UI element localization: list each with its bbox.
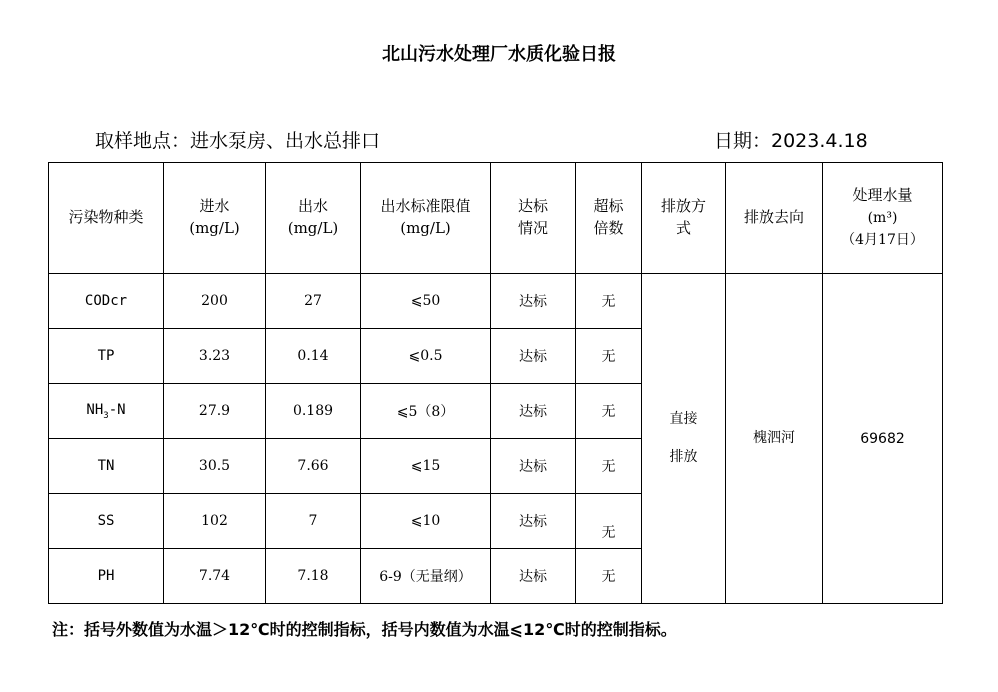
row-limit: ⩽10 (361, 494, 491, 549)
row-limit: ⩽0.5 (361, 329, 491, 384)
row-excess: 无 (576, 384, 642, 439)
row-excess: 无 (576, 494, 642, 549)
row-outflow: 7.66 (266, 439, 361, 494)
row-item: PH (49, 549, 164, 604)
row-excess: 无 (576, 439, 642, 494)
row-excess: 无 (576, 329, 642, 384)
row-excess: 无 (576, 549, 642, 604)
row-limit: 6-9（无量纲） (361, 549, 491, 604)
header-excess: 超标 倍数 (576, 163, 642, 274)
row-limit: ⩽15 (361, 439, 491, 494)
discharge-method-cell: 直接 排放 (642, 274, 726, 604)
header-discharge-dest: 排放去向 (726, 163, 823, 274)
row-status: 达标 (491, 439, 576, 494)
row-outflow: 27 (266, 274, 361, 329)
header-inflow: 进水 (mg/L) (164, 163, 266, 274)
header-limit: 出水标准限值 (mg/L) (361, 163, 491, 274)
row-inflow: 7.74 (164, 549, 266, 604)
row-item: $NH_3-N$ (49, 384, 164, 439)
row-inflow: 30.5 (164, 439, 266, 494)
row-outflow: 7.18 (266, 549, 361, 604)
row-status: 达标 (491, 329, 576, 384)
header-compliance: 达标 情况 (491, 163, 576, 274)
row-status: 达标 (491, 494, 576, 549)
header-volume: 处理水量 (m³) （4月17日） (823, 163, 943, 274)
header-pollutant: 污染物种类 (49, 163, 164, 274)
row-excess: 无 (576, 274, 642, 329)
row-limit: ⩽5（8） (361, 384, 491, 439)
discharge-dest-cell: 槐泗河 (726, 274, 823, 604)
row-outflow: 7 (266, 494, 361, 549)
water-quality-table (48, 162, 943, 604)
header-outflow: 出水 (mg/L) (266, 163, 361, 274)
report-title: 北山污水处理厂水质化验日报 (382, 44, 616, 65)
row-item: TP (49, 329, 164, 384)
row-inflow: 3.23 (164, 329, 266, 384)
row-inflow: 102 (164, 494, 266, 549)
treated-volume-cell: 69682 (823, 274, 943, 604)
row-status: 达标 (491, 384, 576, 439)
report-date: 日期：2023.4.18 (714, 130, 868, 152)
row-inflow: 27.9 (164, 384, 266, 439)
row-item: SS (49, 494, 164, 549)
table-row (49, 274, 943, 329)
row-status: 达标 (491, 274, 576, 329)
sampling-location: 取样地点：进水泵房、出水总排口 (95, 130, 381, 152)
footnote: 注：括号外数值为水温＞12℃时的控制指标，括号内数值为水温⩽12℃时的控制指标。 (52, 620, 677, 639)
row-item: CODcr (49, 274, 164, 329)
row-outflow: 0.189 (266, 384, 361, 439)
row-inflow: 200 (164, 274, 266, 329)
header-discharge-method: 排放方 式 (642, 163, 726, 274)
row-limit: ⩽50 (361, 274, 491, 329)
row-item: TN (49, 439, 164, 494)
row-status: 达标 (491, 549, 576, 604)
table-header-row (49, 163, 943, 274)
row-outflow: 0.14 (266, 329, 361, 384)
